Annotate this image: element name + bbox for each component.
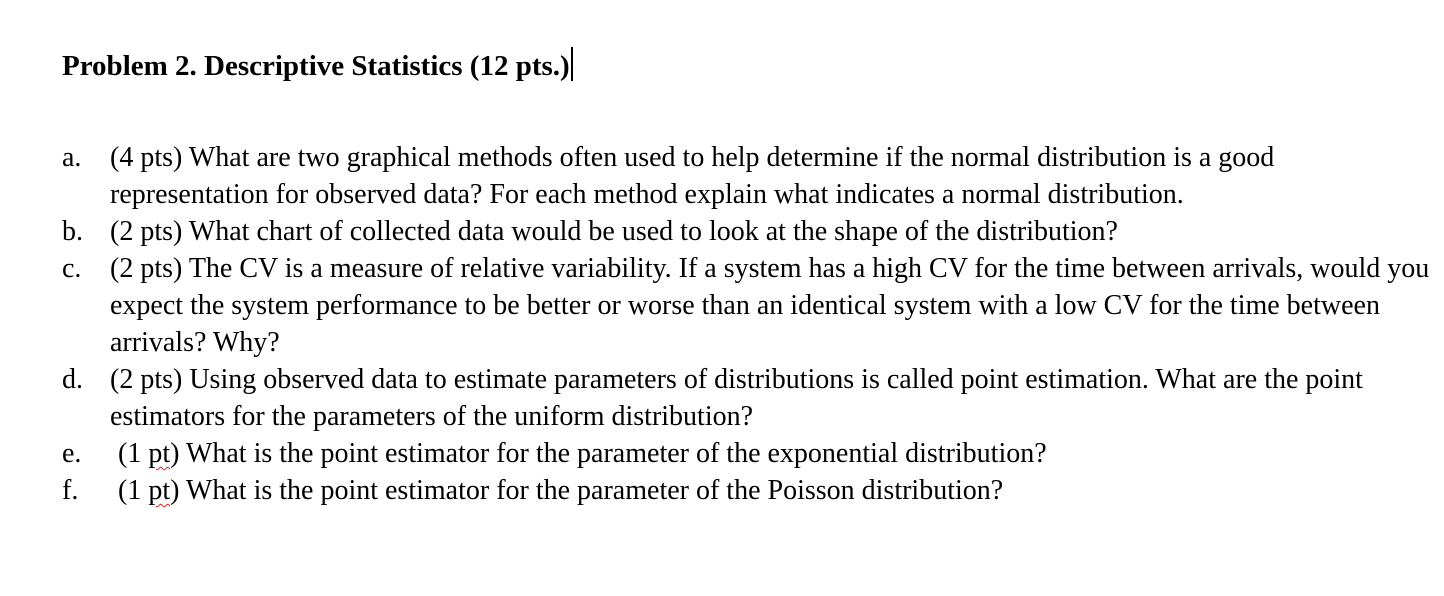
question-text-open: (1 [118,475,149,506]
question-text-open: (1 [118,438,149,469]
question-marker: a. [62,142,82,173]
question-text: (2 pts) What chart of collected data would be used to look at the shape of the distribution? [110,216,1118,247]
question-item-d [62,361,1432,435]
question-item-c [62,250,1432,361]
question-marker: b. [62,216,83,247]
question-item-e [62,435,1432,472]
question-marker: d. [62,364,83,395]
question-list [62,139,1432,509]
question-marker: e. [62,438,82,469]
question-item-b [62,213,1432,250]
problem-title: Problem 2. Descriptive Statistics (12 pts.) [62,50,570,82]
question-marker: f. [62,475,79,506]
question-text-rest: ) What is the point estimator for the parameter of the exponential distribution? [170,438,1047,469]
problem-heading [62,46,573,86]
spellcheck-flagged-word[interactable]: pt [148,438,171,469]
question-text: (2 pts) Using observed data to estimate parameters of distributions is called point estimation. What are the point estimators for the parameters of the uniform distribution? [110,364,1363,432]
question-text-rest: ) What is the point estimator for the parameter of the Poisson distribution? [170,475,1004,506]
question-text [118,472,1432,509]
question-text: (2 pts) The CV is a measure of relative variability. If a system has a high CV for the time between arrivals, would you expect the system performance to be better or worse than an identical system with a low CV for the time between arrivals? Why? [110,253,1430,358]
question-text [118,435,1432,472]
question-item-a [62,139,1432,213]
question-marker: c. [62,253,82,284]
question-text: (4 pts) What are two graphical methods often used to help determine if the normal distribution is a good representation for observed data? For each method explain what indicates a normal distribution. [110,142,1275,210]
question-item-f [62,472,1432,509]
text-cursor [571,47,573,81]
spellcheck-flagged-word[interactable]: pt [148,475,171,506]
